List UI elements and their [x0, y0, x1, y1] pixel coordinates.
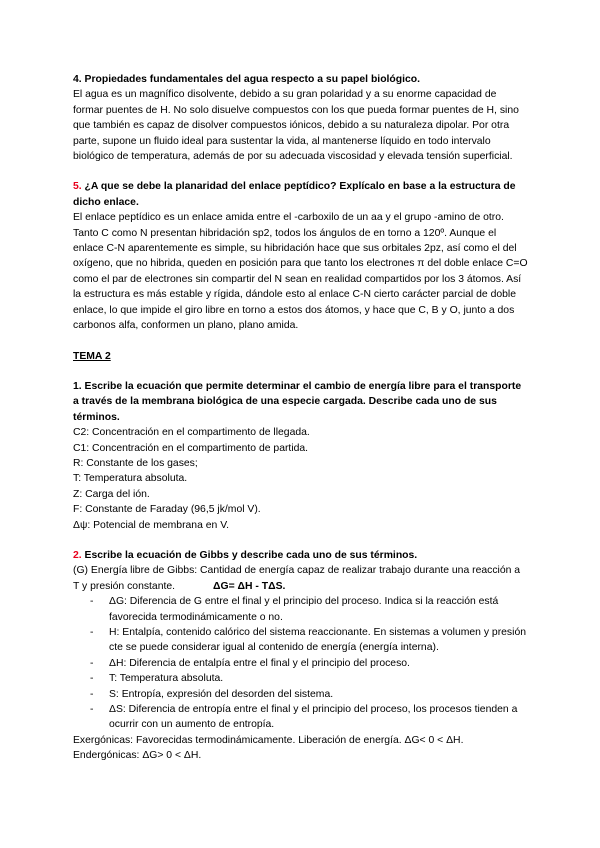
section5-body: El enlace peptídico es un enlace amida entre el -carboxilo de un aa y el grupo -amino de otro. Tanto C como N presentan hibridación sp2, todos los ángulos de en torno a 120º. Aunque el enlace C-N aparentemente es simple, su hibridación hace que sus orbitales 2pz, así como el del oxígeno, que no hibrida, queden en posición para que tanto los electrones π del doble enlace C=O como el par de electrones sin compartir del N sean en realidad compartidos por los 3 átomos. Así la estructura es más estable y rígida, dándole esto al enlace C-N cierto carácter parcial de doble enlace, lo que impide el giro libre en torno a estos dos átomos, y hace que C, B y O, junto a dos carbonos alfa, conformen un plano, plano amida.	[73, 212, 528, 332]
q1-term: C2: Concentración en el compartimento de llegada.	[73, 427, 310, 439]
q1-term: Z: Carga del ión.	[73, 488, 150, 500]
q1-term: C1: Concentración en el compartimento de partida.	[73, 442, 309, 454]
tema2-heading: TEMA 2	[73, 350, 111, 362]
endergonic-line: Endergónicas: ΔG> 0 < ΔH.	[73, 750, 202, 762]
gibbs-equation: ΔG= ΔH - TΔS.	[213, 580, 286, 592]
q1-term: R: Constante de los gases;	[73, 457, 198, 469]
q1-terms	[73, 425, 528, 533]
q2-title: Escribe la ecuación de Gibbs y describe cada uno de sus términos.	[81, 549, 418, 561]
exergonic-line: Exergónicas: Favorecidas termodinámicamente. Liberación de energía. ΔG< 0 < ΔH.	[73, 734, 464, 746]
q1-term: T: Temperatura absoluta.	[73, 473, 188, 485]
section5-title: ¿A que se debe la planaridad del enlace peptídico? Explícalo en base a la estructura de dicho enlace.	[73, 181, 516, 208]
q1-term: F: Constante de Faraday (96,5 jk/mol V).	[73, 504, 261, 516]
q2-intro	[73, 563, 528, 594]
list-item: - ΔH: Diferencia de entalpía entre el final y el principio del proceso.	[73, 656, 528, 671]
document-page	[73, 72, 528, 764]
q2-number: 2.	[73, 549, 82, 561]
q2-intro-text: (G) Energía libre de Gibbs: Cantidad de energía capaz de realizar trabajo durante una reacción a T y presión constante.	[73, 565, 521, 592]
q1-heading: 1. Escribe la ecuación que permite determinar el cambio de energía libre para el transporte a través de la membrana biológica de una especie cargada. Describe cada uno de sus términos.	[73, 380, 522, 423]
section5-heading	[73, 179, 528, 210]
list-item: - S: Entropía, expresión del desorden del sistema.	[73, 687, 528, 702]
section5-number: 5.	[73, 181, 82, 193]
gibbs-terms-list	[73, 594, 528, 733]
list-item: - T: Temperatura absoluta.	[73, 671, 528, 686]
q1-term: Δψ: Potencial de membrana en V.	[73, 519, 230, 531]
section4-body: El agua es un magnífico disolvente, debido a su gran polaridad y a su enorme capacidad de formar puentes de H. No solo disuelve compuestos con los que pueda formar puentes de H, sino que también es capaz de disolver compuestos iónicos, debido a su naturaleza dipolar. Por otra parte, supone un fluido ideal para sustentar la vida, al mantenerse líquido en todo intervalo biológico de temperatura, además de por su adecuada viscosidad y elevada tensión superficial.	[73, 89, 519, 163]
list-item: - ΔG: Diferencia de G entre el final y el principio del proceso. Indica si la reacción está favorecida termodinámicamente o no.	[73, 594, 528, 625]
section4-heading: 4. Propiedades fundamentales del agua respecto a su papel biológico.	[73, 74, 421, 85]
list-item: - H: Entalpía, contenido calórico del sistema reaccionante. En sistemas a volumen y presión cte se puede considerar igual al contenido de energía (energía interna).	[73, 625, 528, 656]
q2-heading	[73, 548, 528, 563]
list-item: - ΔS: Diferencia de entropía entre el final y el principio del proceso, los procesos tienden a ocurrir con un aumento de entropía.	[73, 702, 528, 733]
